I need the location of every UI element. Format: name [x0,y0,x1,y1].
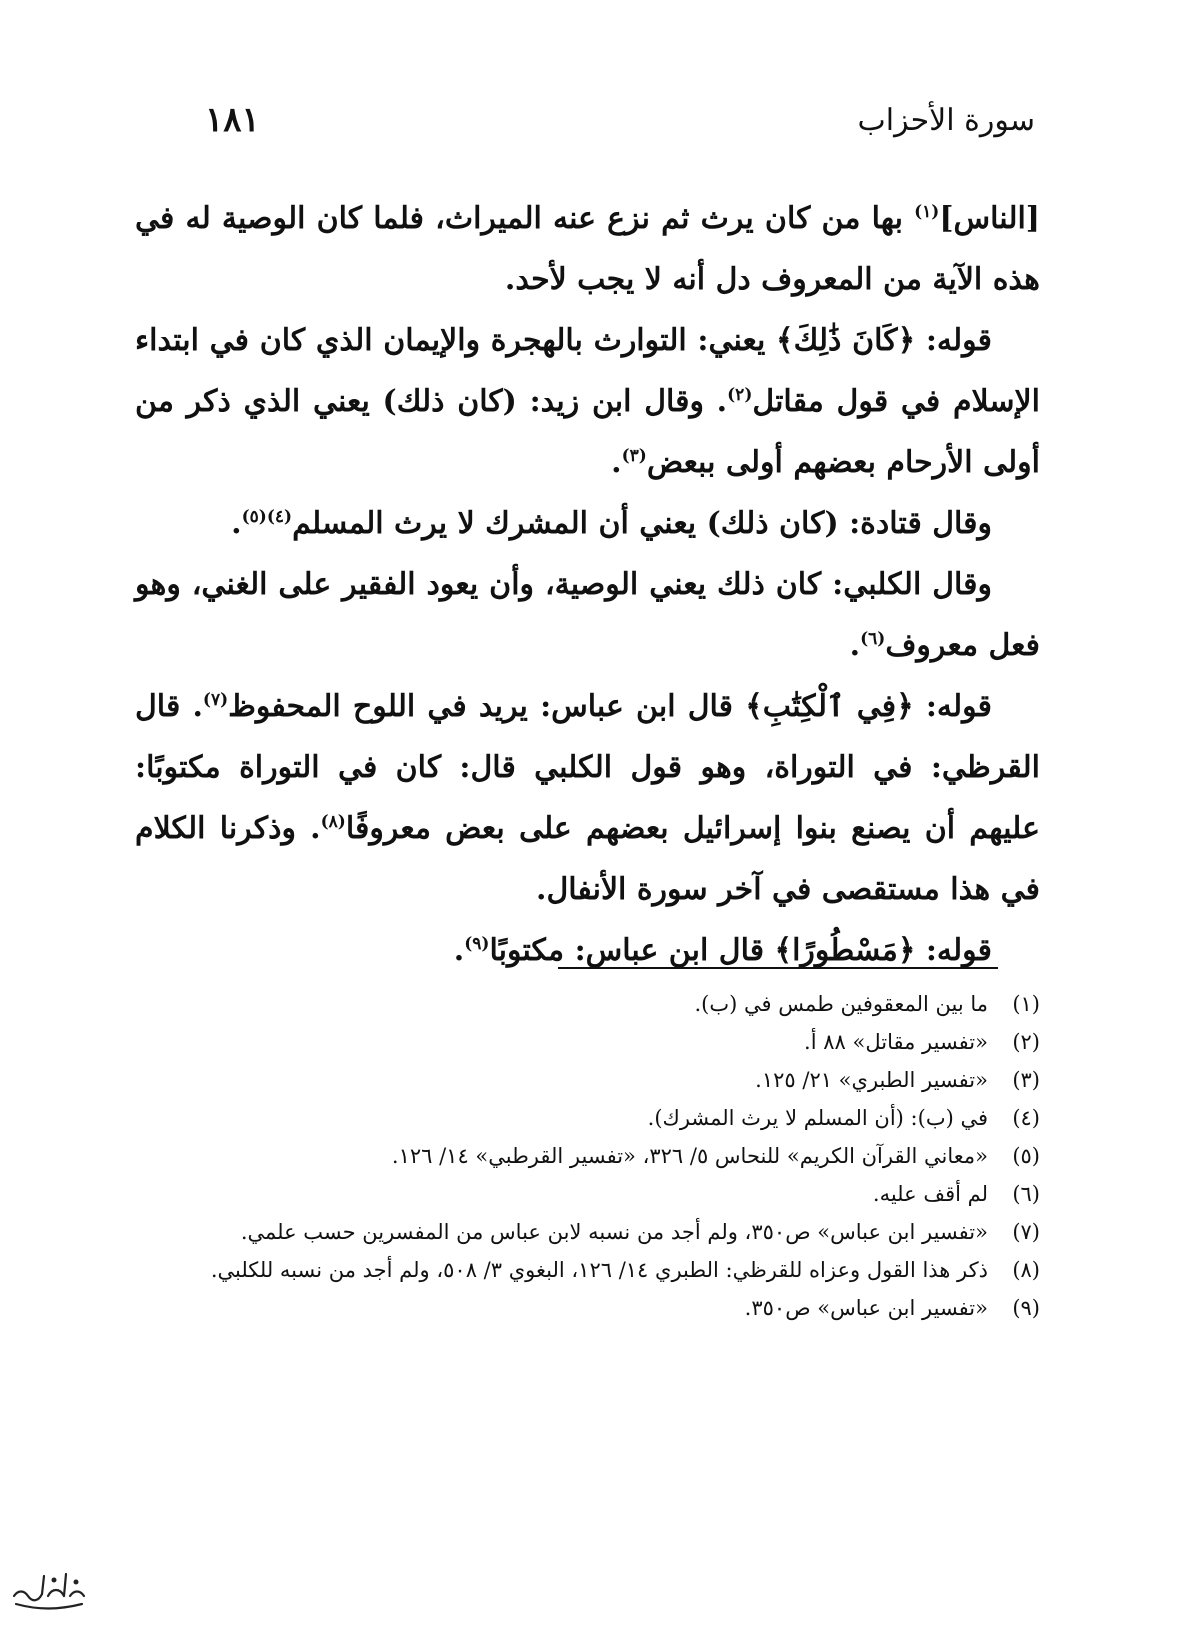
almostafa-logo-icon [8,1556,88,1622]
footnote-number: (٩) [1012,1296,1040,1320]
paragraph: قوله: ﴿مَسْطُورًا﴾ قال ابن عباس: مكتوبًا$^{(٩)}$. [453,933,992,968]
footnote-ref[interactable]: (٩) [464,934,490,954]
main-text [135,188,1040,981]
footnote-text: «تفسير مقاتل» ٨٨ أ. [804,1030,988,1054]
footnote-text: «تفسير ابن عباس» ص٣٥٠. [744,1296,988,1320]
running-title: سورة الأحزاب [857,102,1035,138]
footnote [130,1137,1040,1175]
footnote-number: (١) [1012,992,1040,1016]
paragraph: [الناس]$^{(١)}$ بها من كان يرث ثم نزع عنه الميراث، فلما كان الوصية له في هذه الآية من المعروف دل أنه لا يجب لأحد. [135,201,1040,297]
footnote-number: (٤) [1012,1106,1040,1130]
footnote-number: (٢) [1012,1030,1040,1054]
footnote-ref[interactable]: (١) [914,202,940,222]
footnote [130,1023,1040,1061]
footnote-number: (٥) [1012,1144,1040,1168]
footnote-text: ذكر هذا القول وعزاه للقرظي: الطبري ١٤/ ١٢٦، البغوي ٣/ ٥٠٨، ولم أجد من نسبه للكلبي. [210,1258,988,1282]
footnote-text: «تفسير الطبري» ٢١/ ١٢٥. [755,1068,988,1092]
page-number: ١٨١ [205,100,260,140]
footnote-separator [558,967,998,969]
footnote-ref[interactable]: (٢) [727,385,753,405]
paragraph: وقال الكلبي: كان ذلك يعني الوصية، وأن يعود الفقير على الغني، وهو فعل معروف$^{(٦)}$. [135,567,1040,663]
footnote [130,985,1040,1023]
footnote [130,1251,1040,1289]
footnote-ref[interactable]: (٦) [860,629,886,649]
footnote-text: «معاني القرآن الكريم» للنحاس ٥/ ٣٢٦، «تفسير القرطبي» ١٤/ ١٢٦. [391,1144,988,1168]
footnote [130,1213,1040,1251]
page-header [205,92,1035,148]
paragraph: وقال قتادة: (كان ذلك) يعني أن المشرك لا يرث المسلم$^{(٤)(٥)}$. [231,506,992,541]
footnote [130,1099,1040,1137]
footnote-number: (٣) [1012,1068,1040,1092]
footnote-ref[interactable]: (٣) [621,446,647,466]
footnote-ref[interactable]: (٧) [202,690,229,710]
footnote [130,1175,1040,1213]
footnote-text: لم أقف عليه. [872,1182,988,1206]
paragraph: قوله: ﴿فِي ٱلْكِتَٰبِ﴾ قال ابن عباس: يريد في اللوح المحفوظ$^{(٧)}$. قال القرظي: في التوراة، وهو قول الكلبي قال: كان في التوراة مكتوبًا: عليهم أن يصنع بنوا إسرائيل بعضهم على بعض معروفًا$^{(٨)}$. وذكرنا الكلام في هذا مستقصى في آخر سورة الأنفال. [135,689,1040,907]
footnotes [130,985,1040,1327]
footnote-text: في (ب): (أن المسلم لا يرث المشرك). [647,1106,988,1130]
footnote [130,1289,1040,1327]
footnote-text: «تفسير ابن عباس» ص٣٥٠، ولم أجد من نسبه لابن عباس من المفسرين حسب علمي. [240,1220,988,1244]
footnote [130,1061,1040,1099]
footnote-number: (٧) [1012,1220,1040,1244]
footnote-number: (٨) [1012,1258,1040,1282]
footnote-text: ما بين المعقوفين طمس في (ب). [694,992,988,1016]
footnote-ref[interactable]: (٤)(٥) [241,507,293,527]
footnote-ref[interactable]: (٨) [320,812,346,832]
paragraph: قوله: ﴿كَانَ ذَٰلِكَ﴾ يعني: التوارث بالهجرة والإيمان الذي كان في ابتداء الإسلام في قول مقاتل$^{(٢)}$. وقال ابن زيد: (كان ذلك) يعني الذي ذكر من أولى الأرحام بعضهم أولى ببعض$^{(٣)}$. [135,323,1040,480]
footnote-number: (٦) [1012,1182,1040,1206]
